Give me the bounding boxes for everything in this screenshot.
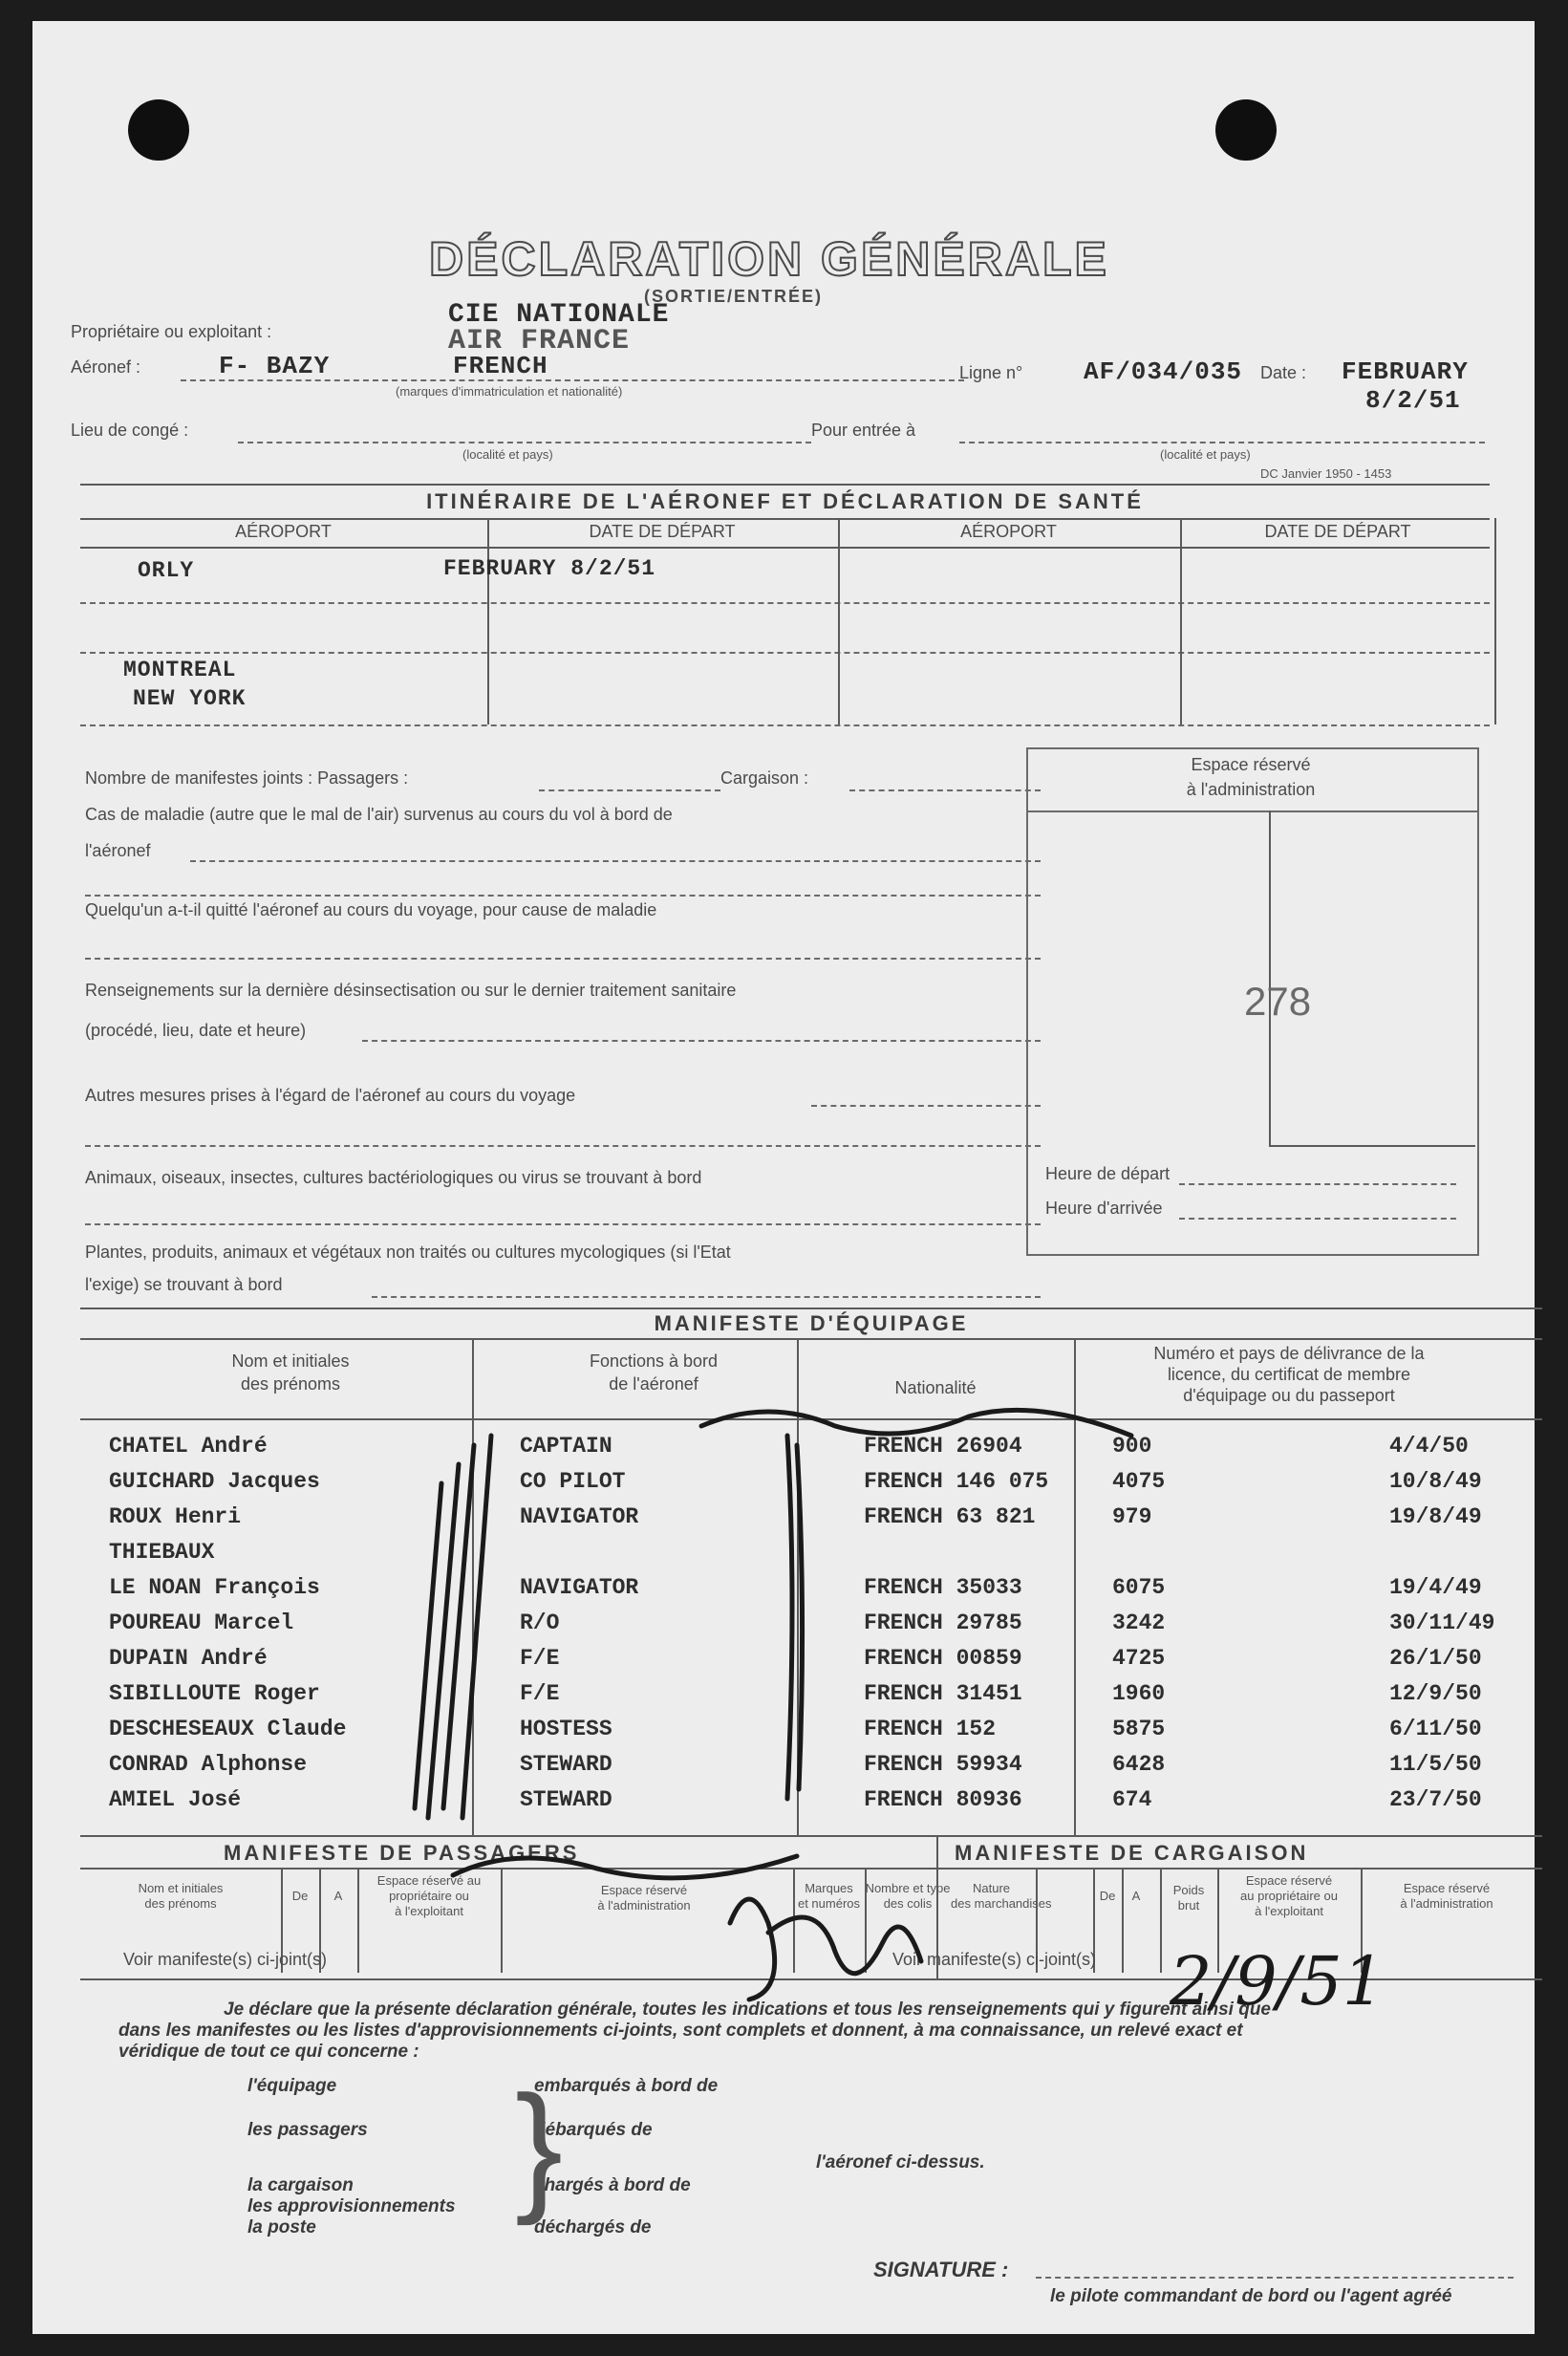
manifests-label: Nombre de manifestes joints : Passagers : bbox=[85, 768, 409, 788]
crew-name: DUPAIN André bbox=[109, 1646, 268, 1671]
crew-function: HOSTESS bbox=[520, 1717, 612, 1741]
cargo-col-admin-2: à l'administration bbox=[1400, 1896, 1493, 1911]
crew-licence-date: 10/8/49 bbox=[1389, 1469, 1482, 1494]
crew-col-licence-2: licence, du certificat de membre bbox=[1167, 1365, 1411, 1384]
owner-value-1: CIE NATIONALE bbox=[448, 300, 670, 330]
cargo-col-nature-2: des colis bbox=[883, 1896, 933, 1911]
declaration-line-3: véridique de tout ce qui concerne : bbox=[118, 2042, 419, 2062]
crew-function: NAVIGATOR bbox=[520, 1575, 639, 1600]
date-label: Date : bbox=[1260, 363, 1307, 382]
aircraft-nationality: FRENCH bbox=[453, 352, 548, 380]
aircraft-note: (marques d'immatriculation et nationalité) bbox=[396, 384, 623, 399]
crew-licence-number: 900 bbox=[1112, 1434, 1152, 1459]
arrival-time-label: Heure d'arrivée bbox=[1045, 1199, 1163, 1218]
crew-function: R/O bbox=[520, 1610, 560, 1635]
disinsect-question: Renseignements sur la dernière désinsectisation ou sur le dernier traitement sanitaire bbox=[85, 981, 737, 1000]
handwritten-signature bbox=[434, 1837, 931, 2009]
itinerary-airport-3: NEW YORK bbox=[133, 686, 247, 711]
pax-col-owner-1: Espace réservé au bbox=[376, 1873, 482, 1888]
crew-name: THIEBAUX bbox=[109, 1540, 215, 1565]
admin-stamp-number: 278 bbox=[1244, 979, 1312, 1024]
cargo-col-weight-2: brut bbox=[1177, 1898, 1200, 1913]
owner-label: Propriétaire ou exploitant : bbox=[71, 322, 272, 341]
entry-label: Pour entrée à bbox=[811, 421, 916, 440]
cargo-col-owner-2: au propriétaire ou bbox=[1240, 1889, 1338, 1903]
decl-mail: la poste bbox=[247, 2217, 316, 2237]
decl-passengers: les passagers bbox=[247, 2120, 368, 2140]
departure-note: (localité et pays) bbox=[462, 447, 553, 462]
measures-question: Autres mesures prises à l'égard de l'aéronef au cours du voyage bbox=[85, 1086, 576, 1105]
crew-function: CAPTAIN bbox=[520, 1434, 612, 1459]
document-sheet bbox=[32, 21, 1535, 2334]
declaration-line-2: dans les manifestes ou les listes d'approvisionnements ci-joints, sont complets et donnent, à ma connaissance, un relevé exact et bbox=[118, 2021, 1243, 2041]
pax-see-attached: Voir manifeste(s) ci-joint(s) bbox=[123, 1950, 328, 1969]
col-departure-date-2: DATE DE DÉPART bbox=[1264, 522, 1411, 541]
flight-value: AF/034/035 bbox=[1084, 357, 1243, 386]
crew-col-name-1: Nom et initiales bbox=[231, 1351, 350, 1371]
cargo-col-owner-1: Espace réservé bbox=[1245, 1873, 1333, 1888]
form-reference: DC Janvier 1950 - 1453 bbox=[1260, 466, 1392, 481]
pax-col-name-2: des prénoms bbox=[144, 1896, 217, 1911]
illness-question-cont: l'aéronef bbox=[85, 841, 151, 860]
crew-col-nationality: Nationalité bbox=[894, 1378, 977, 1397]
crew-function: F/E bbox=[520, 1646, 560, 1671]
cargo-col-marks-1: Marques bbox=[805, 1881, 853, 1895]
crew-licence-number: 979 bbox=[1112, 1504, 1152, 1529]
crew-licence-date: 6/11/50 bbox=[1389, 1717, 1482, 1741]
crew-function: CO PILOT bbox=[520, 1469, 626, 1494]
crew-licence-number: 4075 bbox=[1112, 1469, 1166, 1494]
crew-licence-number: 6428 bbox=[1112, 1752, 1166, 1777]
pax-col-admin-2: à l'administration bbox=[597, 1898, 691, 1913]
decl-disembarked: débarqués de bbox=[534, 2120, 653, 2140]
pax-col-de: De bbox=[291, 1889, 309, 1903]
plants-question-cont: l'exige) se trouvant à bord bbox=[85, 1275, 283, 1294]
decl-cargo: la cargaison bbox=[247, 2175, 354, 2195]
crew-name: LE NOAN François bbox=[109, 1575, 320, 1600]
plants-question: Plantes, produits, animaux et végétaux non traités ou cultures mycologiques (si l'Etat bbox=[85, 1243, 731, 1262]
crew-header: MANIFESTE D'ÉQUIPAGE bbox=[654, 1311, 969, 1335]
decl-supplies: les approvisionnements bbox=[247, 2196, 456, 2216]
cargo-col-goods-1: Nature bbox=[972, 1881, 1011, 1895]
cargo-col-owner-3: à l'exploitant bbox=[1255, 1904, 1323, 1918]
crew-function: STEWARD bbox=[520, 1787, 612, 1812]
crew-name: POUREAU Marcel bbox=[109, 1610, 294, 1635]
crew-name: DESCHESEAUX Claude bbox=[109, 1717, 347, 1741]
declaration-line-1: Je déclare que la présente déclaration générale, toutes les indications et tous les renseignements qui y figurent ainsi que bbox=[224, 1999, 1271, 2020]
cargo-col-goods-2: des marchandises bbox=[951, 1896, 1052, 1911]
cargo-label: Cargaison : bbox=[720, 768, 809, 788]
form-subtitle: (SORTIE/ENTRÉE) bbox=[644, 287, 824, 306]
decl-aircraft: l'aéronef ci-dessus. bbox=[816, 2152, 985, 2172]
crew-name: AMIEL José bbox=[109, 1787, 242, 1812]
crew-nationality: FRENCH 80936 bbox=[864, 1787, 1022, 1812]
illness-question: Cas de maladie (autre que le mal de l'air) survenus au cours du vol à bord de bbox=[85, 805, 673, 824]
crew-licence-number: 4725 bbox=[1112, 1646, 1166, 1671]
pax-col-owner-2: propriétaire ou bbox=[389, 1889, 469, 1903]
disinsect-question-cont: (procédé, lieu, date et heure) bbox=[85, 1021, 307, 1040]
admin-box-title-2: à l'administration bbox=[1186, 780, 1316, 799]
passenger-header: MANIFESTE DE PASSAGERS bbox=[224, 1841, 580, 1865]
crew-licence-number: 5875 bbox=[1112, 1717, 1166, 1741]
cargo-header: MANIFESTE DE CARGAISON bbox=[955, 1841, 1309, 1865]
crew-licence-number: 674 bbox=[1112, 1787, 1152, 1812]
date-value-day: 8/2/51 bbox=[1365, 386, 1461, 415]
crew-nationality: FRENCH 146 075 bbox=[864, 1469, 1049, 1494]
crew-licence-date: 19/8/49 bbox=[1389, 1504, 1482, 1529]
departure-label: Lieu de congé : bbox=[71, 421, 189, 440]
decl-embarked: embarqués à bord de bbox=[534, 2076, 719, 2096]
decl-unloaded: déchargés de bbox=[534, 2217, 652, 2237]
cargo-col-weight-1: Poids bbox=[1172, 1883, 1205, 1897]
punch-hole-left bbox=[128, 99, 189, 161]
signer-caption: le pilote commandant de bord ou l'agent agréé bbox=[1050, 2286, 1452, 2306]
admin-box-title-1: Espace réservé bbox=[1191, 755, 1311, 774]
itinerary-airport-2: MONTREAL bbox=[123, 658, 237, 682]
crew-licence-number: 6075 bbox=[1112, 1575, 1166, 1600]
col-airport: AÉROPORT bbox=[235, 522, 332, 541]
handwritten-tick-marks bbox=[396, 1426, 510, 1827]
crew-licence-number: 1960 bbox=[1112, 1681, 1166, 1706]
crew-licence-date: 30/11/49 bbox=[1389, 1610, 1495, 1635]
crew-licence-date: 26/1/50 bbox=[1389, 1646, 1482, 1671]
crew-licence-date: 19/4/49 bbox=[1389, 1575, 1482, 1600]
handwritten-crossout bbox=[692, 1388, 1150, 1464]
col-airport-2: AÉROPORT bbox=[960, 522, 1057, 541]
form-title: DÉCLARATION GÉNÉRALE bbox=[429, 232, 1109, 286]
crew-col-function-1: Fonctions à bord bbox=[589, 1351, 719, 1371]
entry-note: (localité et pays) bbox=[1160, 447, 1251, 462]
pax-col-name-1: Nom et initiales bbox=[138, 1881, 224, 1895]
crew-nationality: FRENCH 00859 bbox=[864, 1646, 1022, 1671]
aircraft-registration: F- BAZY bbox=[219, 352, 331, 380]
crew-licence-number: 3242 bbox=[1112, 1610, 1166, 1635]
cargo-col-nature-1: Nombre et type bbox=[865, 1881, 951, 1895]
cargo-col-de: De bbox=[1099, 1889, 1116, 1903]
aircraft-label: Aéronef : bbox=[71, 357, 141, 377]
disembarked-question: Quelqu'un a-t-il quitté l'aéronef au cours du voyage, pour cause de maladie bbox=[85, 900, 657, 919]
departure-time-label: Heure de départ bbox=[1045, 1164, 1171, 1183]
date-value-month: FEBRUARY bbox=[1342, 357, 1469, 386]
crew-name: CHATEL André bbox=[109, 1434, 268, 1459]
cargo-col-marks-2: et numéros bbox=[797, 1896, 861, 1911]
crew-col-licence-3: d'équipage ou du passeport bbox=[1183, 1386, 1395, 1405]
crew-licence-date: 12/9/50 bbox=[1389, 1681, 1482, 1706]
crew-nationality: FRENCH 26904 bbox=[864, 1434, 1022, 1459]
signature-label: SIGNATURE : bbox=[873, 2258, 1009, 2281]
crew-licence-date: 23/7/50 bbox=[1389, 1787, 1482, 1812]
crew-nationality: FRENCH 29785 bbox=[864, 1610, 1022, 1635]
crew-function: F/E bbox=[520, 1681, 560, 1706]
decl-brace: } bbox=[515, 2065, 564, 2226]
pax-col-admin-1: Espace réservé bbox=[600, 1883, 688, 1897]
crew-name: SIBILLOUTE Roger bbox=[109, 1681, 320, 1706]
crew-function: STEWARD bbox=[520, 1752, 612, 1777]
crew-licence-date: 11/5/50 bbox=[1389, 1752, 1482, 1777]
crew-nationality: FRENCH 152 bbox=[864, 1717, 997, 1741]
crew-nationality: FRENCH 35033 bbox=[864, 1575, 1022, 1600]
crew-name: CONRAD Alphonse bbox=[109, 1752, 308, 1777]
decl-crew: l'équipage bbox=[247, 2076, 337, 2096]
cargo-col-admin-1: Espace réservé bbox=[1403, 1881, 1491, 1895]
crew-nationality: FRENCH 63 821 bbox=[864, 1504, 1036, 1529]
crew-name: ROUX Henri bbox=[109, 1504, 242, 1529]
cargo-see-attached: Voir manifeste(s) ci-joint(s) bbox=[892, 1950, 1097, 1969]
itinerary-airport-1: ORLY bbox=[138, 558, 195, 583]
handwritten-date: 2/9/51 bbox=[1170, 1942, 1385, 2021]
owner-value-2: AIR FRANCE bbox=[448, 325, 631, 357]
punch-hole-right bbox=[1215, 99, 1277, 161]
crew-nationality: FRENCH 31451 bbox=[864, 1681, 1022, 1706]
crew-col-name-2: des prénoms bbox=[240, 1374, 341, 1394]
pax-col-a: A bbox=[333, 1889, 343, 1903]
crew-col-licence-1: Numéro et pays de délivrance de la bbox=[1153, 1344, 1425, 1363]
handwritten-vertical-mark bbox=[759, 1407, 826, 1808]
crew-nationality: FRENCH 59934 bbox=[864, 1752, 1022, 1777]
cargo-col-a: A bbox=[1131, 1889, 1141, 1903]
animals-question: Animaux, oiseaux, insectes, cultures bactériologiques ou virus se trouvant à bord bbox=[85, 1168, 702, 1187]
crew-name: GUICHARD Jacques bbox=[109, 1469, 320, 1494]
crew-function: NAVIGATOR bbox=[520, 1504, 639, 1529]
itinerary-header: ITINÉRAIRE DE L'AÉRONEF ET DÉCLARATION DE SANTÉ bbox=[426, 489, 1144, 513]
itinerary-date-1: FEBRUARY 8/2/51 bbox=[443, 556, 656, 581]
pax-col-owner-3: à l'exploitant bbox=[395, 1904, 463, 1918]
crew-licence-date: 4/4/50 bbox=[1389, 1434, 1469, 1459]
col-departure-date: DATE DE DÉPART bbox=[589, 522, 736, 541]
crew-col-function-2: de l'aéronef bbox=[609, 1374, 698, 1394]
flight-label: Ligne n° bbox=[959, 363, 1023, 382]
decl-loaded: chargés à bord de bbox=[534, 2175, 691, 2195]
